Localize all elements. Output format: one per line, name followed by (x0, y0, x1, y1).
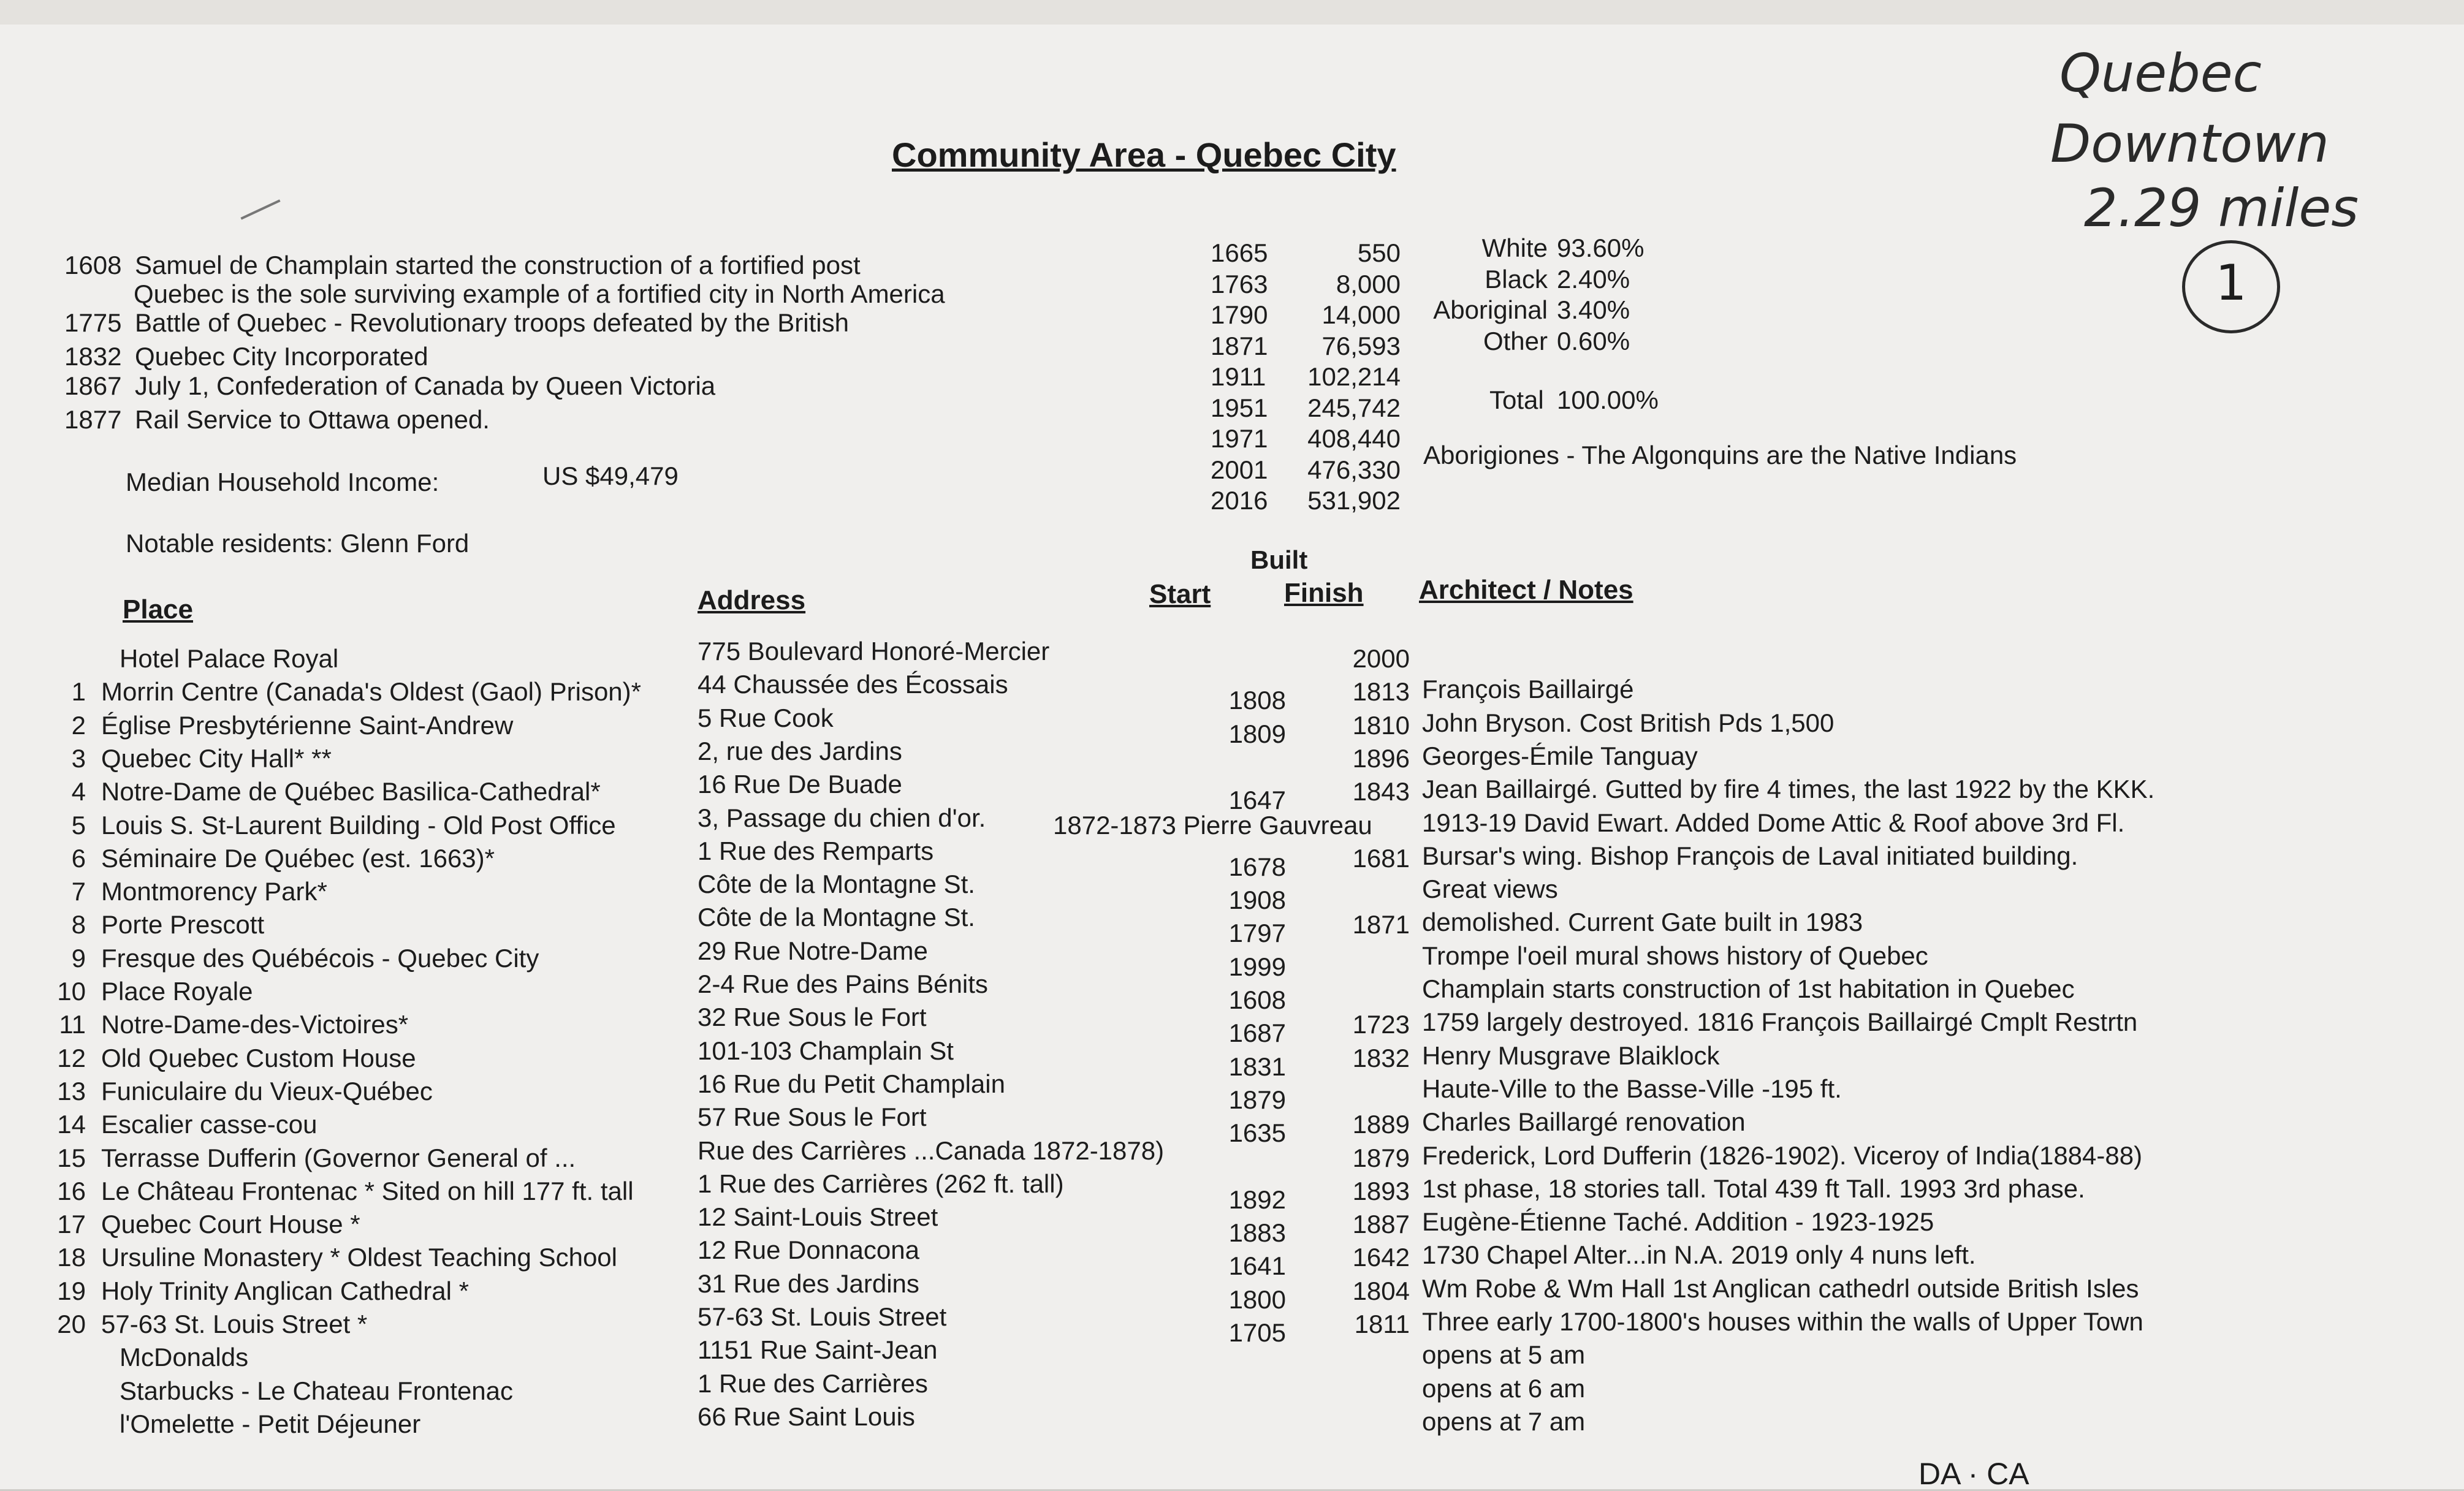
row-start: 1809 (1228, 719, 1286, 748)
history-year: 1832 (64, 342, 122, 371)
header-place: Place (123, 594, 193, 624)
row-number: 7 (71, 877, 86, 906)
handwritten-line-2: Downtown (2050, 113, 2329, 175)
circled-number: 1 (2182, 240, 2280, 333)
population-value: 531,902 (1307, 486, 1401, 515)
row-notes: Eugène-Étienne Taché. Addition - 1923-1925 (1422, 1207, 1934, 1237)
population-year: 1763 (1211, 269, 1268, 298)
row-start: 1705 (1228, 1318, 1286, 1347)
population-value: 14,000 (1321, 300, 1401, 329)
population-year: 1971 (1211, 424, 1268, 453)
row-number: 13 (57, 1076, 86, 1106)
row-address: 16 Rue du Petit Champlain (698, 1069, 1005, 1098)
row-place: Terrasse Dufferin (Governor General of ... (101, 1143, 576, 1172)
row-start: 1797 (1228, 919, 1286, 948)
aborigines-note: Aborigiones - The Algonquins are the Native Indians (1423, 441, 2017, 469)
demographic-group: White (1481, 233, 1548, 262)
row-finish: 1889 (1352, 1110, 1410, 1139)
row-place: Ursuline Monastery * Oldest Teaching School (101, 1243, 617, 1272)
history-text: Rail Service to Ottawa opened. (135, 405, 490, 434)
row-notes: 1st phase, 18 stories tall. Total 439 ft Tall. 1993 3rd phase. (1422, 1174, 2085, 1203)
row-notes: 1913-19 David Ewart. Added Dome Attic & Roof above 3rd Fl. (1422, 808, 2125, 837)
row-address: 57-63 St. Louis Street (698, 1302, 947, 1331)
row-address: 1 Rue des Carrières (262 ft. tall) (698, 1169, 1064, 1198)
row-finish: 2000 (1352, 644, 1410, 673)
row-finish: 1813 (1352, 677, 1410, 707)
row-start: 1883 (1228, 1218, 1286, 1248)
row-address: 1 Rue des Carrières (698, 1368, 928, 1398)
row-number: 9 (71, 943, 86, 973)
population-year: 2016 (1211, 486, 1268, 515)
row-number: 15 (57, 1143, 86, 1172)
row-start: 1678 (1228, 852, 1286, 881)
row-finish: 1879 (1352, 1143, 1410, 1172)
history-year: 1877 (64, 405, 122, 434)
history-text: July 1, Confederation of Canada by Queen Victoria (135, 371, 716, 400)
row-notes: Charles Baillargé renovation (1422, 1107, 1746, 1137)
row-finish: 1893 (1352, 1176, 1410, 1205)
row-notes: 1759 largely destroyed. 1816 François Baillairgé Cmplt Restrtn (1422, 1007, 2138, 1037)
row-address: 12 Saint-Louis Street (698, 1202, 938, 1232)
row-address: 31 Rue des Jardins (698, 1269, 919, 1298)
income-value: US $49,479 (542, 461, 679, 490)
history-year: 1608 (64, 251, 122, 279)
row-notes: François Baillairgé (1422, 675, 1634, 704)
row-number: 12 (57, 1043, 86, 1072)
row-address: 32 Rue Sous le Fort (698, 1003, 927, 1032)
row-address: 1 Rue des Remparts (698, 836, 934, 865)
row-address: 57 Rue Sous le Fort (698, 1102, 927, 1132)
row-number: 14 (57, 1110, 86, 1139)
history-text: Quebec City Incorporated (135, 342, 428, 371)
row-number: 20 (57, 1310, 86, 1338)
row-notes: John Bryson. Cost British Pds 1,500 (1422, 708, 1835, 737)
row-start: 1641 (1228, 1251, 1286, 1281)
row-address: 16 Rue De Buade (698, 770, 902, 799)
row-start: 1999 (1228, 952, 1286, 981)
row-start: 1647 (1228, 786, 1286, 815)
row-number: 17 (57, 1210, 86, 1239)
row-notes: opens at 7 am (1422, 1406, 1586, 1436)
row-finish: 1896 (1352, 743, 1410, 773)
row-notes: opens at 6 am (1422, 1373, 1586, 1403)
row-address: Rue des Carrières ...Canada 1872-1878) (698, 1136, 1165, 1165)
row-start: 1800 (1228, 1284, 1286, 1314)
row-number: 18 (57, 1243, 86, 1272)
row-start: 1831 (1228, 1052, 1286, 1081)
row-number: 16 (57, 1176, 86, 1205)
population-value: 476,330 (1307, 455, 1401, 484)
row-address: 2, rue des Jardins (698, 736, 902, 765)
population-value: 245,742 (1307, 393, 1401, 422)
population-year: 1871 (1211, 331, 1268, 360)
population-value: 550 (1357, 238, 1401, 267)
header-notes: Architect / Notes (1419, 575, 1633, 605)
demographic-pct: 2.40% (1557, 264, 1630, 294)
row-finish: 1843 (1352, 777, 1410, 806)
row-notes: Three early 1700-1800's houses within the walls of Upper Town (1422, 1307, 2143, 1336)
demographic-group: Black (1485, 264, 1548, 294)
population-value: 408,440 (1307, 424, 1401, 453)
row-place: Quebec Court House * (101, 1210, 360, 1239)
row-start: 1872-1873 Pierre Gauvreau (1053, 810, 1372, 840)
row-place: Le Château Frontenac * Sited on hill 177 ft. tall (101, 1176, 634, 1205)
history-text: Samuel de Champlain started the construction of a fortified post (135, 251, 861, 279)
row-address: 66 Rue Saint Louis (698, 1402, 915, 1431)
page-title: Community Area - Quebec City (892, 135, 1396, 174)
population-value: 76,593 (1321, 331, 1401, 360)
row-place: McDonalds (120, 1343, 249, 1372)
row-notes: Trompe l'oeil mural shows history of Quebec (1422, 941, 1928, 970)
row-address: 3, Passage du chien d'or. (698, 803, 986, 832)
row-finish: 1804 (1352, 1276, 1410, 1305)
demographic-pct: 3.40% (1557, 295, 1630, 324)
row-notes: Jean Baillairgé. Gutted by fire 4 times, the last 1922 by the KKK. (1422, 775, 2155, 804)
population-year: 2001 (1211, 455, 1268, 484)
header-start: Start (1149, 579, 1211, 609)
row-place: Escalier casse-cou (101, 1110, 318, 1139)
row-start: 1635 (1228, 1118, 1286, 1148)
row-finish: 1810 (1352, 710, 1410, 740)
row-place: Louis S. St-Laurent Building - Old Post Office (101, 810, 616, 840)
corner-text: DA · CA (1918, 1457, 2029, 1491)
history-year: 1867 (64, 371, 122, 400)
row-notes: Haute-Ville to the Basse-Ville -195 ft. (1422, 1074, 1842, 1103)
row-place: Old Quebec Custom House (101, 1043, 416, 1072)
demographic-group: Other (1483, 326, 1548, 355)
row-notes: Wm Robe & Wm Hall 1st Anglican cathedrl outside British Isles (1422, 1273, 2139, 1303)
row-number: 6 (71, 843, 86, 873)
row-number: 4 (71, 777, 86, 806)
row-start: 1892 (1228, 1185, 1286, 1214)
row-place: Porte Prescott (101, 910, 265, 939)
row-start: 1608 (1228, 985, 1286, 1014)
row-number: 19 (57, 1276, 86, 1305)
row-place: Notre-Dame-des-Victoires* (101, 1010, 409, 1039)
population-year: 1911 (1211, 362, 1266, 391)
header-address: Address (698, 585, 806, 615)
row-start: 1808 (1228, 686, 1286, 715)
row-finish: 1811 (1354, 1310, 1410, 1338)
row-address: 775 Boulevard Honoré-Mercier (698, 637, 1050, 666)
row-place: Église Presbytérienne Saint-Andrew (101, 710, 514, 740)
demographic-pct: 0.60% (1557, 326, 1630, 355)
demographic-group: Aboriginal (1433, 295, 1548, 324)
top-edge (0, 0, 2464, 26)
row-notes: Champlain starts construction of 1st habitation in Quebec (1422, 974, 2075, 1003)
population-value: 102,214 (1307, 362, 1401, 391)
row-notes: Bursar's wing. Bishop François de Laval initiated building. (1422, 841, 2078, 870)
row-finish: 1871 (1352, 910, 1410, 939)
row-place: 57-63 St. Louis Street * (101, 1310, 368, 1338)
population-value: 8,000 (1336, 269, 1401, 298)
row-address: Côte de la Montagne St. (698, 870, 975, 899)
row-place: Fresque des Québécois - Quebec City (101, 943, 539, 973)
row-address: Côte de la Montagne St. (698, 903, 975, 932)
row-place: Notre-Dame de Québec Basilica-Cathedral* (101, 777, 601, 806)
row-notes: Frederick, Lord Dufferin (1826-1902). Viceroy of India(1884-88) (1422, 1140, 2143, 1170)
row-place: Quebec City Hall* ** (101, 743, 332, 773)
row-place: l'Omelette - Petit Déjeuner (120, 1409, 421, 1438)
row-notes: Henry Musgrave Blaiklock (1422, 1041, 1720, 1070)
row-number: 10 (57, 977, 86, 1006)
handwritten-line-1: Quebec (2059, 43, 2262, 104)
handwritten-line-3: 2.29 miles (2084, 178, 2359, 239)
row-place: Montmorency Park* (101, 877, 327, 906)
row-place: Starbucks - Le Chateau Frontenac (120, 1376, 514, 1405)
row-address: 12 Rue Donnacona (698, 1235, 919, 1265)
population-year: 1790 (1211, 300, 1268, 329)
header-built: Built (1250, 545, 1308, 574)
row-notes: opens at 5 am (1422, 1340, 1586, 1370)
row-start: 1908 (1228, 886, 1286, 915)
income-label: Median Household Income: (126, 468, 439, 496)
row-place: Hotel Palace Royal (120, 644, 339, 673)
row-place: Funiculaire du Vieux-Québec (101, 1076, 433, 1106)
row-finish: 1681 (1352, 843, 1410, 873)
row-number: 1 (71, 677, 86, 707)
row-address: 5 Rue Cook (698, 703, 834, 732)
row-address: 101-103 Champlain St (698, 1036, 954, 1065)
row-start: 1879 (1228, 1085, 1286, 1114)
notable-residents: Notable residents: Glenn Ford (126, 529, 470, 558)
header-finish: Finish (1284, 578, 1364, 608)
row-finish: 1723 (1352, 1010, 1410, 1039)
row-notes: 1730 Chapel Alter...in N.A. 2019 only 4 nuns left. (1422, 1240, 1976, 1270)
row-number: 11 (59, 1010, 86, 1039)
row-address: 29 Rue Notre-Dame (698, 936, 928, 965)
row-start: 1687 (1228, 1019, 1286, 1048)
row-place: Séminaire De Québec (est. 1663)* (101, 843, 495, 873)
row-finish: 1832 (1352, 1043, 1410, 1072)
row-place: Holy Trinity Anglican Cathedral * (101, 1276, 469, 1305)
row-number: 2 (71, 710, 86, 740)
history-year: 1775 (64, 308, 122, 337)
row-finish: 1887 (1352, 1210, 1410, 1239)
history-text: Quebec is the sole surviving example of a fortified city in North America (134, 279, 945, 308)
row-place: Place Royale (101, 977, 253, 1006)
row-notes: Georges-Émile Tanguay (1422, 741, 1698, 770)
row-notes: Great views (1422, 874, 1558, 904)
row-number: 8 (71, 910, 86, 939)
row-number: 3 (71, 743, 86, 773)
row-finish: 1642 (1352, 1243, 1410, 1272)
total-label: Total (1489, 385, 1544, 414)
row-number: 5 (71, 810, 86, 840)
total-pct: 100.00% (1557, 385, 1659, 414)
population-year: 1665 (1211, 238, 1268, 267)
row-address: 2-4 Rue des Pains Bénits (698, 969, 988, 998)
row-place: Morrin Centre (Canada's Oldest (Gaol) Prison)* (101, 677, 641, 707)
row-address: 1151 Rue Saint-Jean (698, 1335, 938, 1365)
row-address: 44 Chaussée des Écossais (698, 670, 1008, 699)
demographic-pct: 93.60% (1557, 233, 1645, 262)
row-notes: demolished. Current Gate built in 1983 (1422, 908, 1863, 937)
history-text: Battle of Quebec - Revolutionary troops defeated by the British (135, 308, 849, 337)
population-year: 1951 (1211, 393, 1268, 422)
